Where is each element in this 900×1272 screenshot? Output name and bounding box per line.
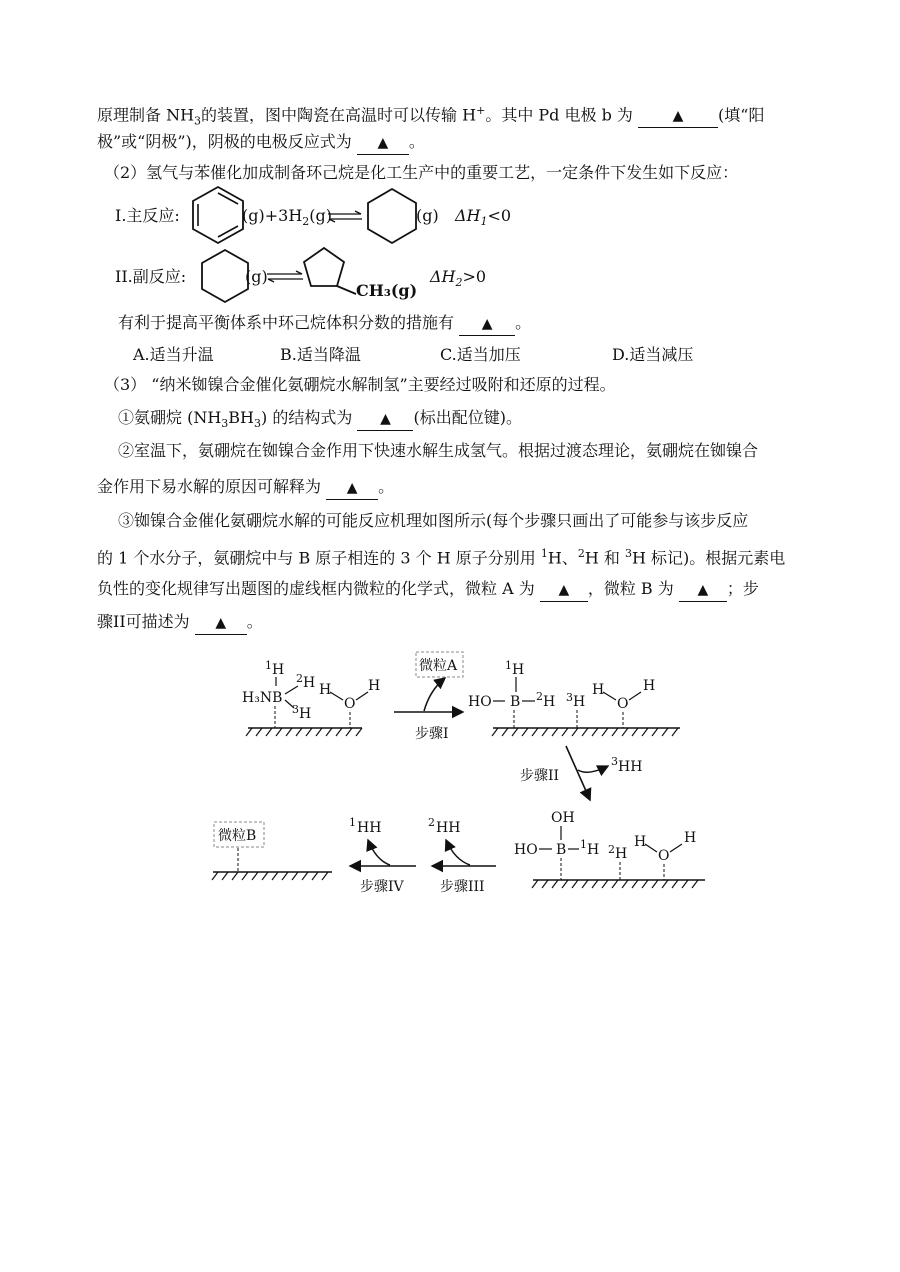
boron-label: B: [510, 694, 521, 710]
svg-text:H: H: [368, 678, 381, 694]
panel-2: [468, 659, 680, 736]
panel-4: [212, 822, 332, 880]
text: 金作用下易水解的原因可解释为: [97, 477, 322, 496]
answer-blank[interactable]: [459, 312, 515, 336]
blank-marker: ▲: [346, 480, 358, 496]
svg-text:H: H: [592, 682, 605, 698]
panel-3: [514, 810, 705, 888]
text: 原理制备 NH: [97, 105, 195, 125]
svg-text:O: O: [617, 696, 629, 712]
answer-blank[interactable]: [326, 476, 378, 500]
svg-text:1: 1: [349, 816, 356, 829]
blank-marker: ▲: [215, 615, 227, 631]
svg-text:H: H: [303, 675, 316, 691]
text: ，微粒 B 为: [587, 579, 674, 598]
text: 负性的变化规律写出题图的虚线框内微粒的化学式，微粒 A 为: [97, 579, 535, 598]
svg-text:2: 2: [428, 816, 435, 829]
answer-blank[interactable]: [195, 611, 247, 635]
option-b[interactable]: B.适当降温: [280, 345, 361, 364]
text: ) 的结构式为: [261, 408, 353, 427]
subscript: 3: [194, 114, 202, 128]
svg-text:H: H: [272, 662, 285, 678]
q1-line2: [97, 131, 425, 155]
option-a[interactable]: A.适当升温: [133, 345, 214, 364]
particle-b-label: 微粒B: [218, 828, 257, 844]
equilibrium-arrow-icon: [266, 270, 304, 284]
svg-text:3: 3: [566, 691, 573, 704]
superscript: 1: [540, 547, 548, 560]
q3-part1: [118, 407, 522, 435]
text: 有利于提高平衡体系中环己烷体积分数的措施有: [118, 313, 455, 332]
svg-text:H: H: [684, 830, 697, 846]
answer-blank[interactable]: [357, 131, 409, 155]
subscript: 2: [302, 215, 310, 229]
answer-blank[interactable]: [638, 104, 718, 128]
q3-part3-line4: [97, 611, 263, 635]
text: 骤II可描述为: [97, 612, 190, 631]
q2-question: [118, 312, 531, 336]
ho-label-2: HO: [514, 842, 538, 858]
option-d[interactable]: D.适当减压: [612, 345, 694, 364]
superscript: +: [476, 104, 486, 117]
subscript: 3: [221, 417, 229, 431]
q3-part3-line3: [97, 578, 759, 602]
text: 。其中 Pd 电极 b 为: [485, 105, 633, 125]
answer-blank[interactable]: [540, 578, 588, 602]
subscript: 2: [455, 276, 463, 290]
q3-part2-line2: [97, 476, 394, 500]
svg-text:1: 1: [580, 838, 587, 851]
step1-label: 步骤I: [415, 726, 449, 742]
text: >0: [462, 267, 487, 286]
text: ΔH: [430, 267, 456, 286]
q3-part2-line1: ②室温下，氨硼烷在铷镍合金作用下快速水解生成氢气。根据过渡态理论，氨硼烷在铷镍合: [118, 441, 759, 460]
svg-text:O: O: [344, 696, 356, 712]
blank-marker: ▲: [377, 135, 389, 151]
hh-label-2: HH: [436, 820, 461, 836]
text: BH: [228, 408, 255, 427]
text: ΔH: [455, 206, 481, 225]
superscript: 2: [577, 547, 585, 560]
hh-label-1: HH: [357, 820, 382, 836]
svg-text:H: H: [512, 662, 525, 678]
blank-marker: ▲: [697, 582, 709, 598]
text: H 和: [584, 548, 625, 568]
blank-marker: ▲: [481, 316, 493, 332]
benzene-structure: [188, 184, 248, 246]
methylcyclopentane-structure: [300, 244, 360, 300]
svg-text:2: 2: [536, 690, 543, 703]
step2-label: 步骤II: [520, 768, 560, 784]
text: 。: [378, 477, 395, 496]
subscript: 3: [254, 417, 262, 431]
q1-line1: [97, 100, 764, 133]
svg-text:2: 2: [296, 672, 303, 685]
text: (g)+3H: [242, 206, 303, 225]
delta-h2: [430, 266, 486, 294]
svg-text:H: H: [543, 694, 556, 710]
mechanism-diagram: [0, 640, 900, 900]
blank-marker: ▲: [380, 411, 391, 427]
text: 。: [408, 132, 425, 151]
answer-blank[interactable]: [679, 578, 727, 602]
text: ①氨硼烷 (NH: [118, 408, 222, 427]
svg-text:H: H: [643, 678, 656, 694]
text: 极”或“阴极”)，阴极的电极反应式为: [97, 132, 352, 151]
svg-text:1: 1: [505, 659, 512, 672]
subscript: 1: [480, 215, 488, 229]
methyl-group-label: CH₃(g): [356, 281, 418, 300]
main-reaction-reactants: [242, 205, 332, 233]
svg-text:3: 3: [611, 755, 618, 768]
cyclohexane-structure: [364, 186, 420, 246]
particle-a-label: 微粒A: [419, 658, 458, 674]
oh-label: OH: [551, 810, 575, 826]
option-c[interactable]: C.适当加压: [440, 345, 521, 364]
main-reaction-product-state: (g): [416, 206, 439, 225]
step3-label: 步骤III: [440, 879, 485, 895]
delta-h1: [455, 205, 511, 233]
svg-text:O: O: [658, 848, 670, 864]
cyclohexane-structure-2: [198, 247, 252, 305]
text: H、: [547, 548, 578, 568]
svg-text:1: 1: [265, 659, 272, 672]
text: 。: [515, 313, 532, 332]
svg-text:H: H: [615, 846, 628, 862]
text: <0: [487, 206, 512, 225]
svg-text:H: H: [319, 682, 332, 698]
side-reaction-state: (g): [245, 267, 268, 286]
q3-intro: （3） “纳米铷镍合金催化氨硼烷水解制氢”主要经过吸附和还原的过程。: [104, 375, 616, 394]
text: (标出配位键)。: [413, 408, 522, 427]
text: H 标记)。根据元素电: [631, 548, 786, 568]
answer-blank[interactable]: [357, 407, 413, 431]
hh-label-3: HH: [618, 759, 643, 775]
boron-label-2: B: [556, 842, 567, 858]
text: 的装置，图中陶瓷在高温时可以传输 H: [201, 105, 477, 125]
q3-part3-line2: [97, 543, 785, 569]
q2-intro: （2）氢气与苯催化加成制备环己烷是化工生产中的重要工艺，一定条件下发生如下反应：: [104, 163, 739, 182]
blank-marker: ▲: [672, 108, 684, 125]
text: (g): [309, 206, 332, 225]
svg-text:H: H: [299, 706, 312, 722]
equilibrium-arrow-icon: [327, 210, 363, 224]
text: (填“阳: [718, 105, 765, 125]
svg-text:H: H: [573, 694, 586, 710]
step4-label: 步骤IV: [360, 879, 404, 895]
svg-text:3: 3: [292, 703, 299, 716]
svg-text:2: 2: [608, 843, 615, 856]
text: ；步: [726, 579, 759, 598]
superscript: 3: [624, 547, 632, 560]
blank-marker: ▲: [558, 582, 570, 598]
main-reaction-label: I.主反应:: [115, 206, 180, 225]
q3-part3-line1: ③铷镍合金催化氨硼烷水解的可能反应机理如图所示(每个步骤只画出了可能参与该步反应: [118, 511, 749, 530]
ho-label: HO: [468, 694, 492, 710]
h3nb-label: H₃NB: [242, 690, 283, 706]
text: 。: [246, 612, 263, 631]
text: 的 1 个水分子，氨硼烷中与 B 原子相连的 3 个 H 原子分别用: [97, 548, 541, 568]
side-reaction-label: II.副反应:: [115, 267, 187, 286]
panel-1: [242, 659, 380, 736]
svg-text:H: H: [634, 834, 647, 850]
svg-text:H: H: [587, 842, 600, 858]
